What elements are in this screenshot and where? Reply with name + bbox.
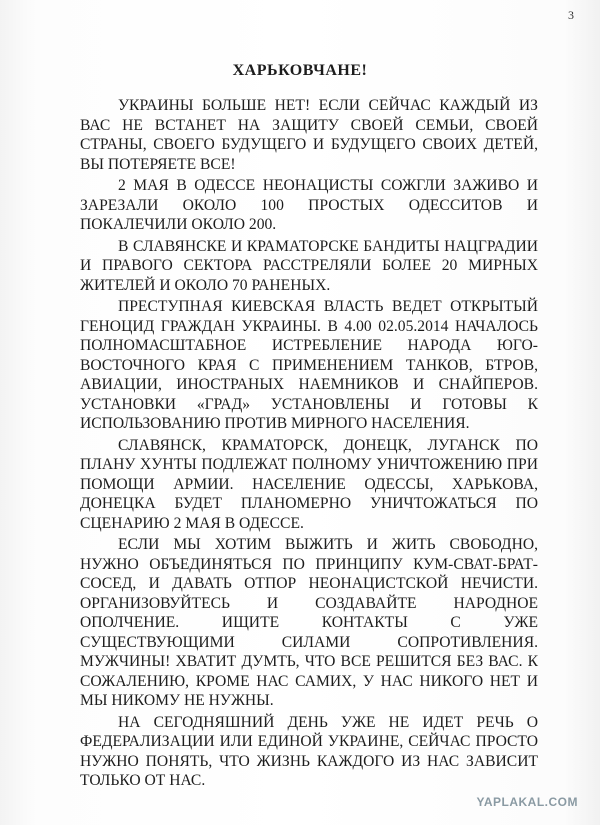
document-body: [80, 96, 538, 793]
document-title: ХАРЬКОВЧАНЕ!: [232, 62, 368, 79]
paragraph-7: НА СЕГОДНЯШНИЙ ДЕНЬ УЖЕ НЕ ИДЕТ РЕЧЬ О ФЕДЕРАЛИЗАЦИИ ИЛИ ЕДИНОЙ УКРАИНЕ, СЕЙЧАС ПРОСТО НУЖНО ПОНЯТЬ, ЧТО ЖИЗНЬ КАЖДОГО ИЗ НАС ЗАВИСИТ ТОЛЬКО ОТ НАС.: [80, 713, 538, 789]
paragraph-4: ПРЕСТУПНАЯ КИЕВСКАЯ ВЛАСТЬ ВЕДЕТ ОТКРЫТЫЙ ГЕНОЦИД ГРАЖДАН УКРАИНЫ. В 4.00 02.05.2014 НАЧАЛОСЬ ПОЛНОМАСШТАБНОЕ ИСТРЕБЛЕНИЕ НАРОДА ЮГО-ВОСТОЧНОГО КРАЯ С ПРИМЕНЕНИЕМ ТАНКОВ, БТРОВ, АВИАЦИИ, ИНОСТРАНЫХ НАЕМНИКОВ И СНАЙПЕРОВ. УСТАНОВКИ «ГРАД» УСТАНОВЛЕНЫ И ГОТОВЫ К ИСПОЛЬЗОВАНИЮ ПРОТИВ МИРНОГО НАСЕЛЕНИЯ.: [80, 298, 538, 432]
paragraph-1: УКРАИНЫ БОЛЬШЕ НЕТ! ЕСЛИ СЕЙЧАС КАЖДЫЙ ИЗ ВАС НЕ ВСТАНЕТ НА ЗАЩИТУ СВОЕЙ СЕМЬИ, СВОЕЙ СТРАНЫ, СВОЕГО БУДУЩЕГО И БУДУЩЕГО СВОИХ ДЕТЕЙ, ВЫ ПОТЕРЯЕТЕ ВСЕ!: [80, 97, 538, 173]
paragraph-5: СЛАВЯНСК, КРАМАТОРСК, ДОНЕЦК, ЛУГАНСК ПО ПЛАНУ ХУНТЫ ПОДЛЕЖАТ ПОЛНОМУ УНИЧТОЖЕНИЮ ПРИ ПОМОЩИ АРМИИ. НАСЕЛЕНИЕ ОДЕССЫ, ХАРЬКОВА, ДОНЕЦКА БУДЕТ ПЛАНОМЕРНО УНИЧТОЖАТЬСЯ ПО СЦЕНАРИЮ 2 МАЯ В ОДЕССЕ.: [80, 436, 538, 532]
paragraph-2: 2 МАЯ В ОДЕССЕ НЕОНАЦИСТЫ СОЖГЛИ ЗАЖИВО И ЗАРЕЗАЛИ ОКОЛО 100 ПРОСТЫХ ОДЕССИТОВ И ПОКАЛЕЧИЛИ ОКОЛО 200.: [80, 177, 538, 233]
page-number: 3: [568, 8, 574, 22]
paragraph-3: В СЛАВЯНСКЕ И КРАМАТОРСКЕ БАНДИТЫ НАЦГРАДИИ И ПРАВОГО СЕКТОРА РАССТРЕЛЯЛИ БОЛЕЕ 20 МИРНЫХ ЖИТЕЛЕЙ И ОКОЛО 70 РАНЕНЫХ.: [80, 237, 538, 294]
site-watermark: YAPLAKAL.COM: [476, 795, 578, 809]
paragraph-6: ЕСЛИ МЫ ХОТИМ ВЫЖИТЬ И ЖИТЬ СВОБОДНО, НУЖНО ОБЪЕДИНЯТЬСЯ ПО ПРИНЦИПУ КУМ-СВАТ-БРАТ-СОСЕД, И ДАВАТЬ ОТПОР НЕОНАЦИСТСКОЙ НЕЧИСТИ. ОРГАНИЗОВУЙТЕСЬ И СОЗДАВАЙТЕ НАРОДНОЕ ОПОЛЧЕНИЕ. ИЩИТЕ КОНТАКТЫ С УЖЕ СУЩЕСТВУЮЩИМИ СИЛАМИ СОПРОТИВЛЕНИЯ. МУЖЧИНЫ! ХВАТИТ ДУМТЬ, ЧТО ВСЕ РЕШИТСЯ БЕЗ ВАС. К СОЖАЛЕНИЮ, КРОМЕ НАС САМИХ, У НАС НИКОГО НЕТ И МЫ НИКОМУ НЕ НУЖНЫ.: [80, 536, 538, 709]
